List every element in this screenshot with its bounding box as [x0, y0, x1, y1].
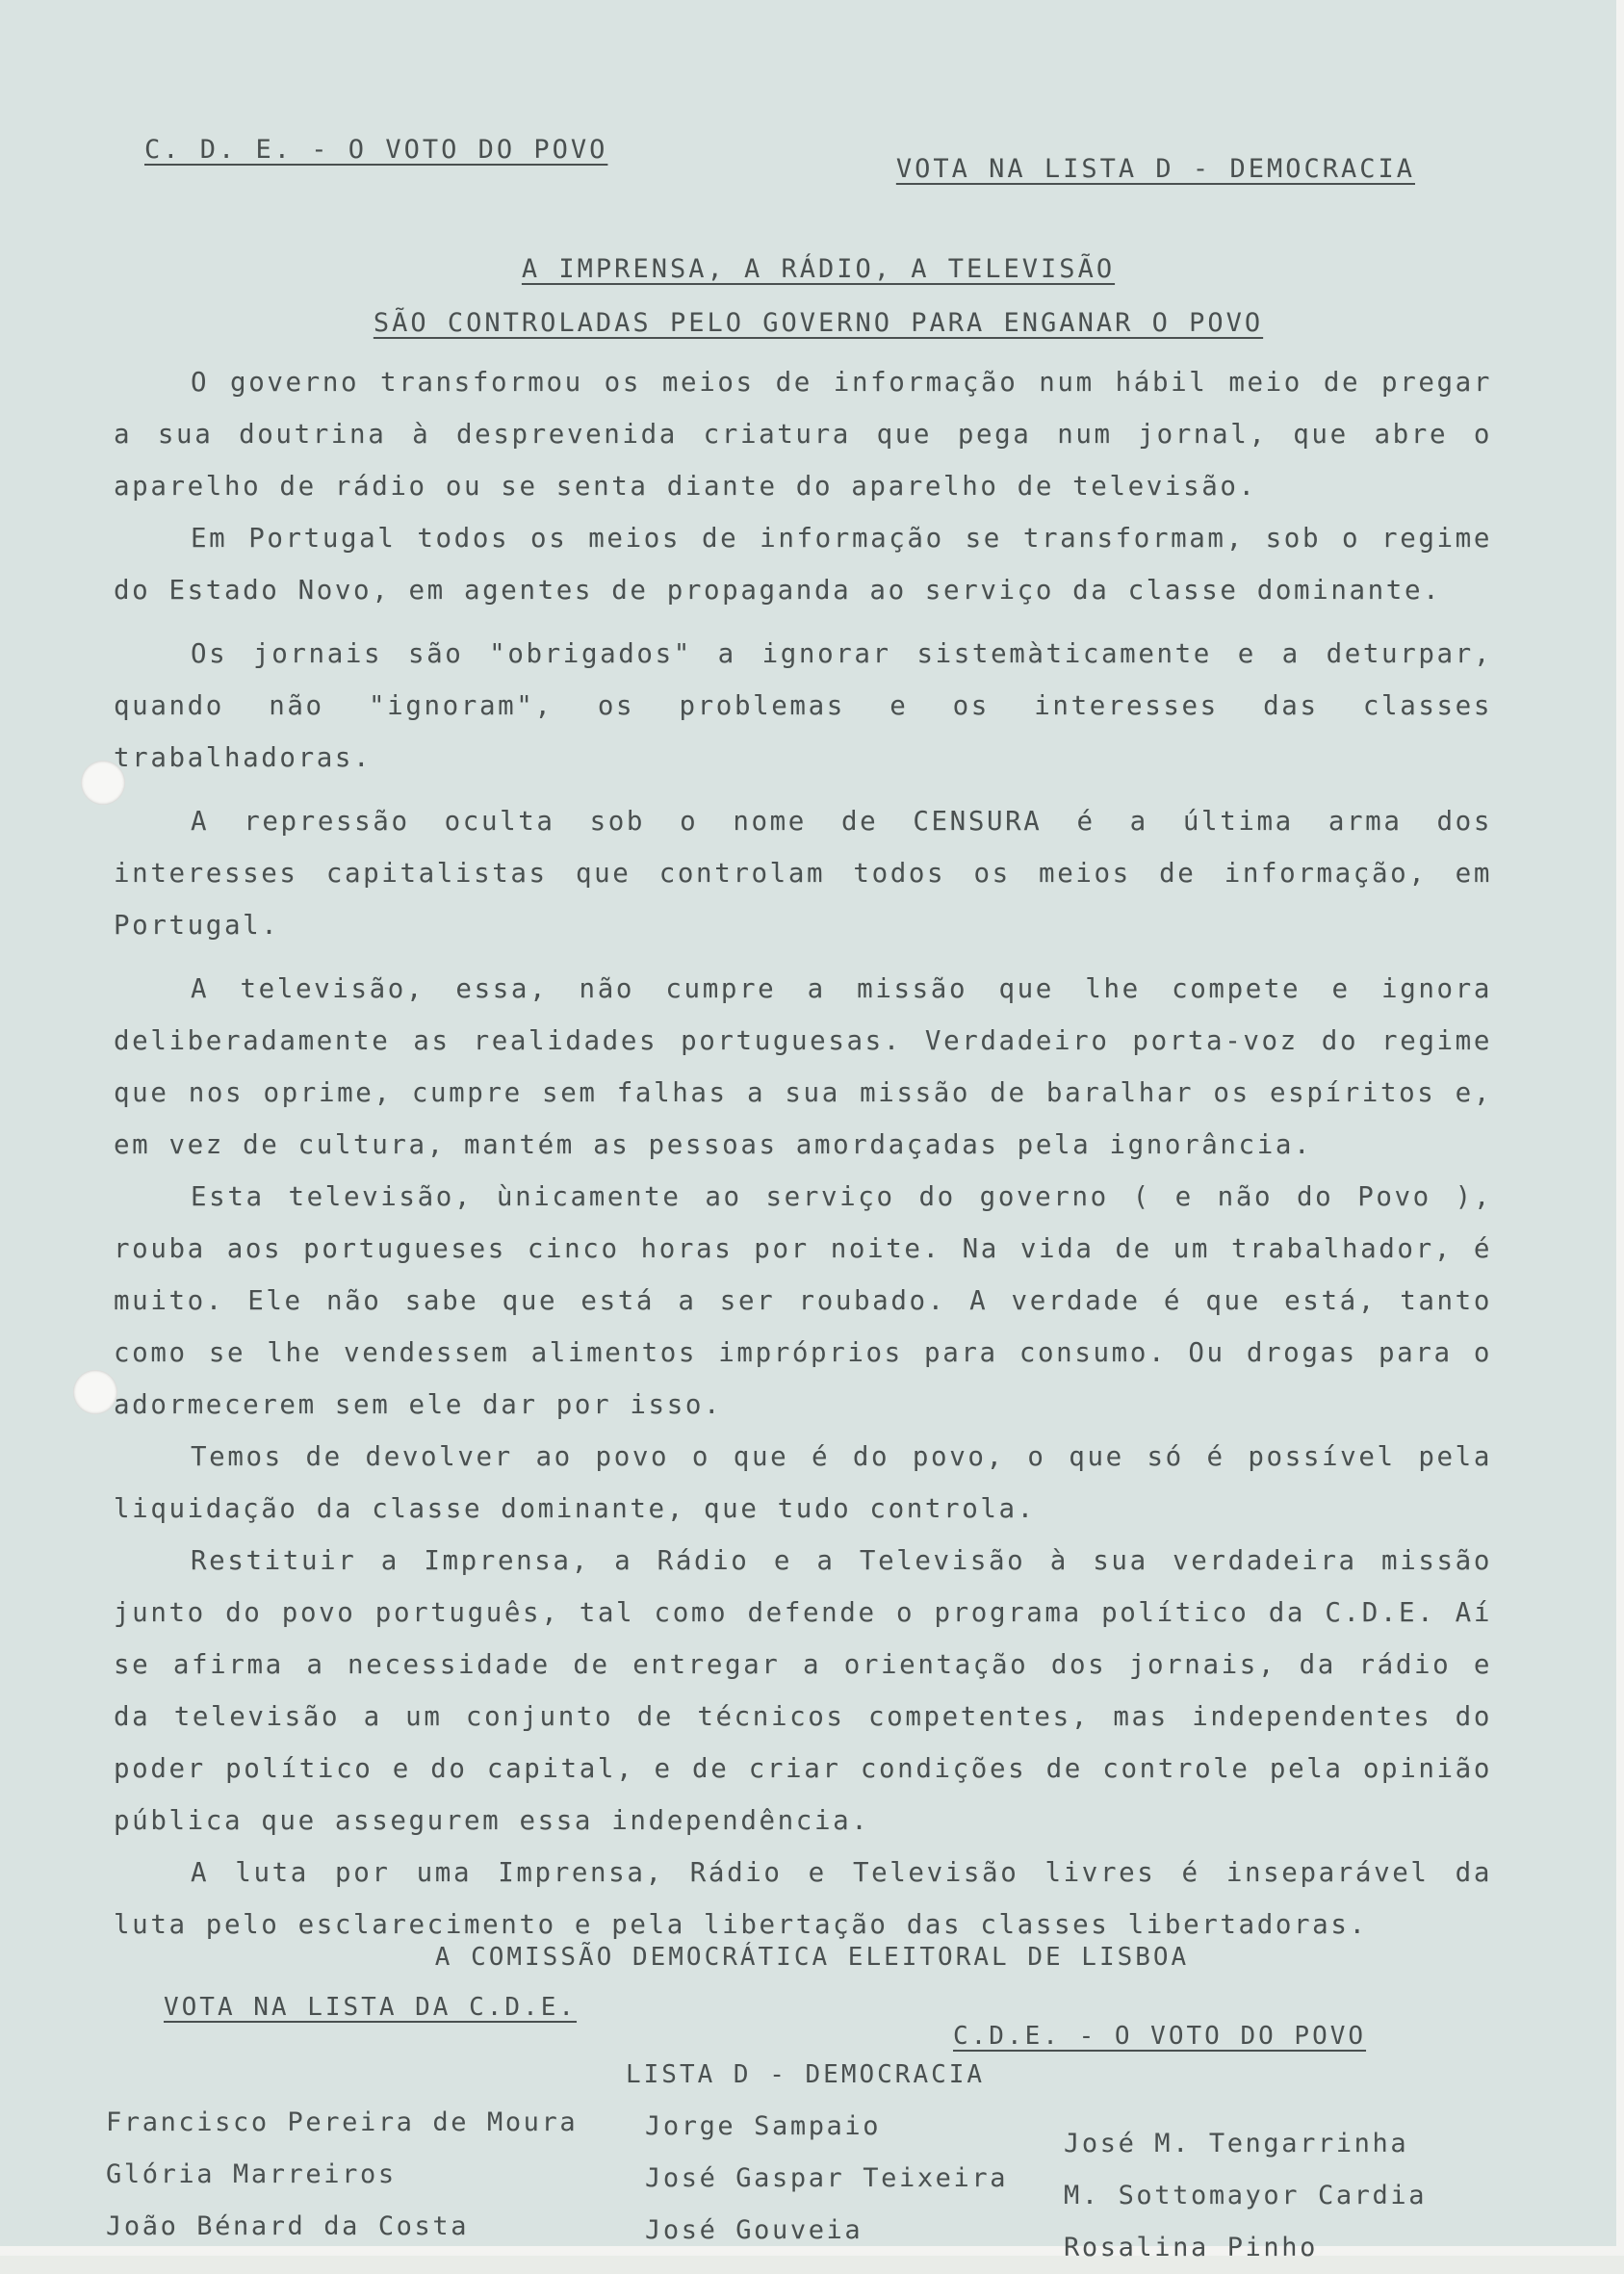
- paragraph: O governo transformou os meios de informação num hábil meio de pregar a sua doutrina à desprevenida criatura que pega num jornal, que abre o aparelho de rádio ou se senta diante do aparelho de televisão.: [114, 367, 1492, 502]
- title-line-1: A IMPRENSA, A RÁDIO, A TELEVISÃO: [521, 254, 1116, 284]
- candidates-col-1: [106, 2097, 578, 2253]
- body-text: [114, 356, 1492, 1951]
- paragraph: Em Portugal todos os meios de informação se transformam, sob o regime do Estado Novo, em agentes de propaganda ao serviço da classe dominante.: [114, 523, 1492, 606]
- candidate-name: Francisco Pereira de Moura: [106, 2107, 579, 2137]
- candidate-name: José Gouveia: [645, 2215, 864, 2245]
- paragraph: Temos de devolver ao povo o que é do povo, o que só é possível pela liquidação da classe dominante, que tudo controla.: [114, 1441, 1492, 1524]
- header-left: C. D. E. - O VOTO DO POVO: [144, 135, 608, 165]
- paragraph: Os jornais são "obrigados" a ignorar sistemàticamente e a deturpar, quando não "ignoram", os problemas e os interesses das classes trabalhadoras.: [114, 638, 1492, 773]
- paragraph: Esta televisão, ùnicamente ao serviço do governo ( e não do Povo ), rouba aos portugueses cinco horas por noite. Na vida de um trabalhador, é muito. Ele não sabe que está a ser roubado. A verdade é que está, tanto como se lhe vendessem alimentos impróprios para consumo. Ou drogas para o adormecerem sem ele dar por isso.: [114, 1181, 1492, 1420]
- candidate-name: M. Sottomayor Cardia: [1064, 2181, 1428, 2210]
- paragraph: A repressão oculta sob o nome de CENSURA é a última arma dos interesses capitalistas que controlam todos os meios de informação, em Portugal.: [114, 806, 1492, 941]
- candidate-name: Jorge Sampaio: [645, 2111, 882, 2141]
- candidate-name: José M. Tengarrinha: [1064, 2129, 1409, 2158]
- candidate-name: Glória Marreiros: [106, 2159, 397, 2189]
- title: [289, 243, 1348, 350]
- header: [67, 135, 1415, 193]
- signoff: A COMISSÃO DEMOCRÁTICA ELEITORAL DE LISBOA: [434, 1943, 1190, 1972]
- candidate-name: Rosalina Pinho: [1064, 2233, 1318, 2262]
- candidates-col-3: [1064, 2118, 1427, 2274]
- paragraph: A luta por uma Imprensa, Rádio e Televisão livres é inseparável da luta pelo esclarecimento e pela libertação das classes libertadoras.: [114, 1857, 1492, 1940]
- punch-hole: [73, 1370, 117, 1414]
- paragraph: A televisão, essa, não cumpre a missão que lhe compete e ignora deliberadamente as realidades portuguesas. Verdadeiro porta-voz do regime que nos oprime, cumpre sem falhas a sua missão de baralhar os espíritos e, em vez de cultura, mantém as pessoas amordaçadas pela ignorância.: [114, 973, 1492, 1160]
- title-line-2: SÃO CONTROLADAS PELO GOVERNO PARA ENGANAR O POVO: [373, 308, 1264, 338]
- paragraph: Restituir a Imprensa, a Rádio e a Televisão à sua verdadeira missão junto do povo português, tal como defende o programa político da C.D.E. Aí se afirma a necessidade de entregar a orientação dos jornais, da rádio e da televisão a um conjunto de técnicos competentes, mas independentes do poder político e do capital, e de criar condições de controle pela opinião pública que assegurem essa independência.: [114, 1545, 1492, 1836]
- candidate-name: José Gaspar Teixeira: [645, 2163, 1009, 2193]
- footer-left: VOTA NA LISTA DA C.D.E.: [164, 1993, 578, 2022]
- header-right: VOTA NA LISTA D - DEMOCRACIA: [895, 154, 1415, 184]
- candidate-name: João Bénard da Costa: [106, 2211, 470, 2241]
- footer-right: C.D.E. - O VOTO DO POVO: [953, 2022, 1367, 2051]
- candidates-col-2: [645, 2101, 1008, 2257]
- list-title: LISTA D - DEMOCRACIA: [626, 2060, 986, 2089]
